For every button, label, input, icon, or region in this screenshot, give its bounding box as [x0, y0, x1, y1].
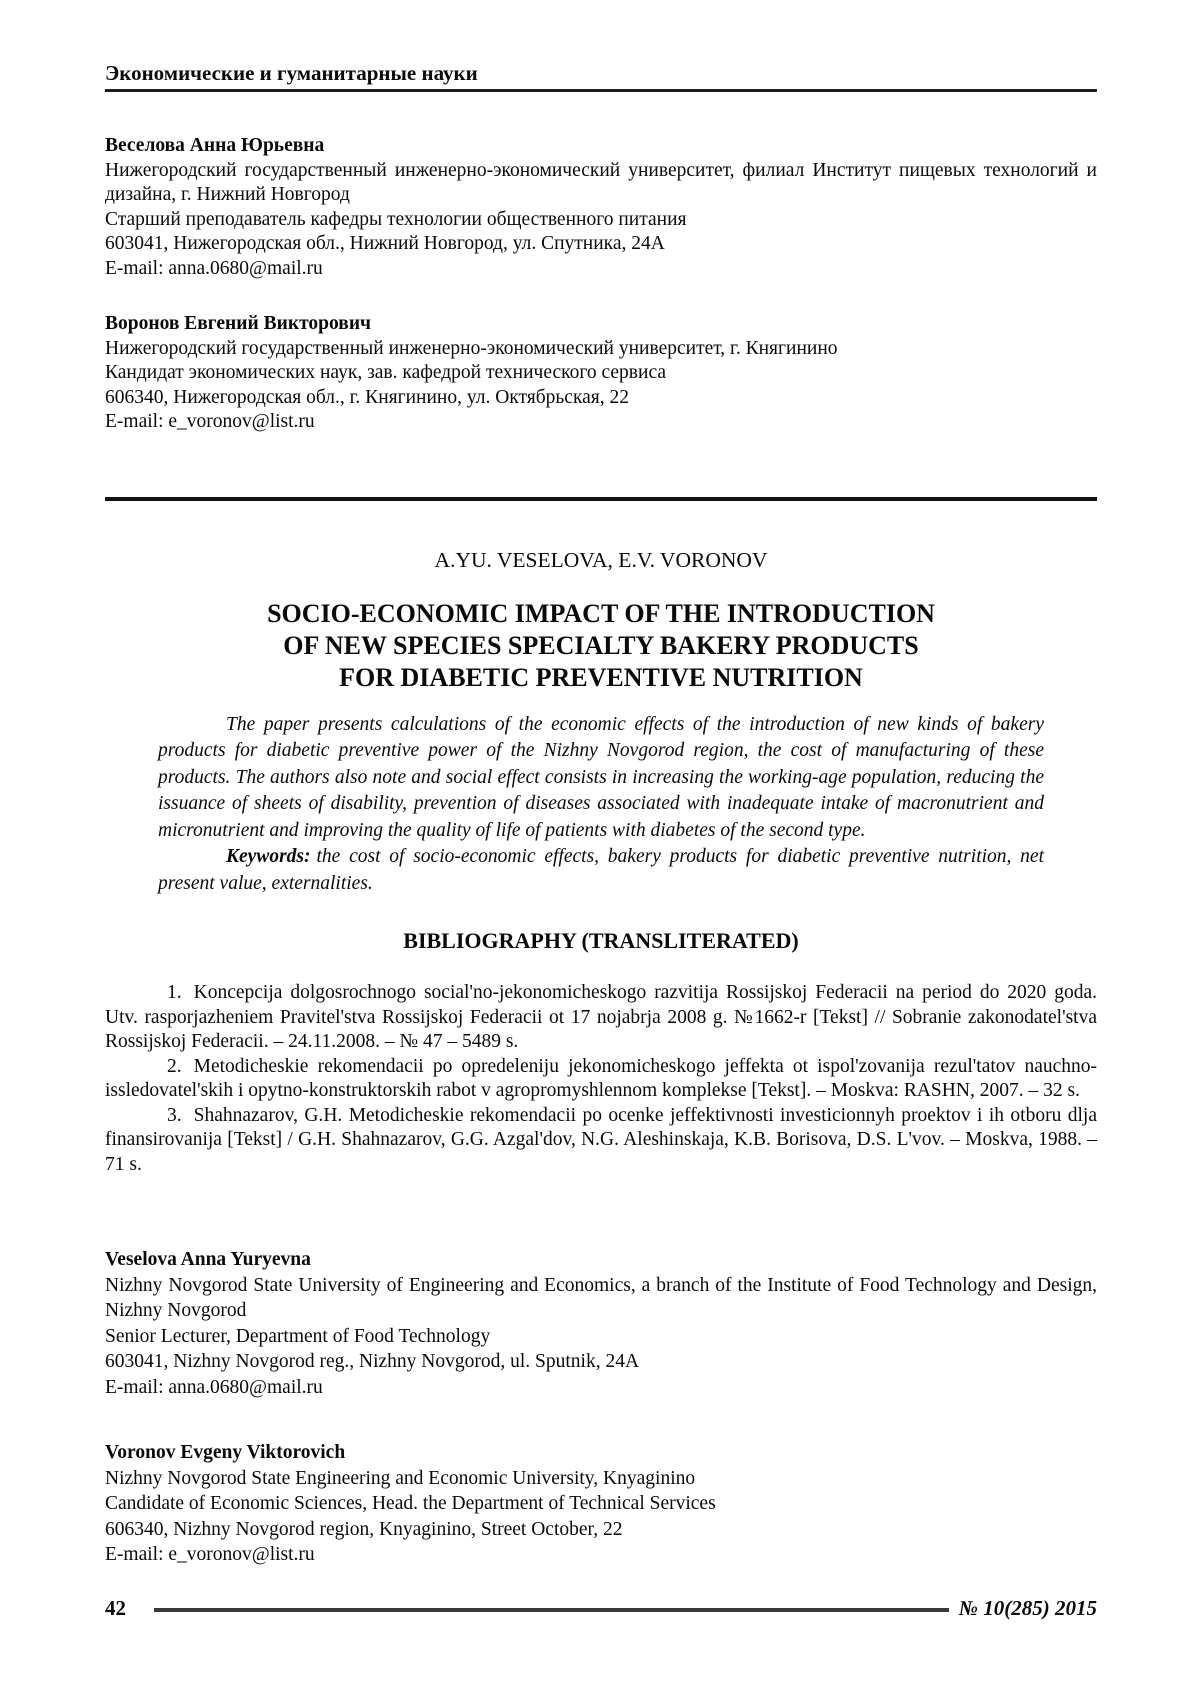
- bibliography-item-text: Koncepcija dolgosrochnogo social'no-jekonomicheskogo razvitija Rossijskoj Federacii na period do 2020 goda. Utv. rasporjazheniem Pravitel'stva Rossijskoj Federacii ot 17 nojabrja 2008 g. №1662-r [Tekst] // Sobranie zakonodatel'stva Rossijskoj Federacii. – 24.11.2008. – № 47 – 5489 s.: [105, 982, 1097, 1052]
- author-name-en: Veselova Anna Yuryevna: [105, 1249, 311, 1270]
- footer-rule: [154, 1608, 949, 1612]
- keywords-text: the cost of socio-economic effects, bakery products for diabetic preventive nutrition, net present value, externalities.: [158, 846, 1044, 894]
- author-affiliation-ru: Нижегородский государственный инженерно-экономический университет, филиал Институт пищевых технологий и дизайна, г. Нижний Новгород: [105, 159, 1097, 205]
- bibliography-list: [105, 981, 1097, 1177]
- keywords-label: Keywords:: [226, 846, 311, 867]
- page-footer: [105, 1596, 1097, 1621]
- bibliography-item-number: 1.: [167, 982, 182, 1003]
- author-name-en: Voronov Evgeny Viktorovich: [105, 1442, 346, 1463]
- article-title-line: FOR DIABETIC PREVENTIVE NUTRITION: [339, 662, 863, 692]
- bibliography-item-number: 2.: [167, 1055, 182, 1077]
- author-position-ru: Кандидат экономических наук, зав. кафедрой технического сервиса: [105, 362, 666, 383]
- journal-section-title: Экономические и гуманитарные науки: [105, 61, 478, 85]
- author-affiliation-en: Nizhny Novgorod State Engineering and Economic University, Knyaginino: [105, 1467, 696, 1489]
- author-affiliation-ru: Нижегородский государственный инженерно-экономический университет, г. Княгинино: [105, 337, 838, 359]
- author-email-ru: E-mail: anna.0680@mail.ru: [105, 257, 323, 279]
- author-address-ru: 606340, Нижегородская обл., г. Княгинино, ул. Октябрьская, 22: [105, 386, 630, 408]
- abstract-block: [158, 712, 1044, 898]
- author-address-ru: 603041, Нижегородская обл., Нижний Новгород, ул. Спутника, 24А: [105, 233, 665, 254]
- author-affiliation-en: Nizhny Novgorod State University of Engineering and Economics, a branch of the Institute of Food Technology and Design, Nizhny Novgorod: [105, 1274, 1097, 1321]
- bibliography-item: [105, 981, 1097, 1055]
- author-block-en-voronov: [105, 1440, 1097, 1568]
- author-block-ru-voronov: [105, 312, 1097, 435]
- bibliography-heading: BIBLIOGRAPHY (TRANSLITERATED): [403, 928, 799, 953]
- article-title-line: SOCIO-ECONOMIC IMPACT OF THE INTRODUCTION: [267, 598, 935, 628]
- author-position-en: Senior Lecturer, Department of Food Technology: [105, 1325, 491, 1347]
- author-email-en: E-mail: e_voronov@list.ru: [105, 1544, 315, 1565]
- bibliography-item-number: 3.: [167, 1104, 182, 1126]
- author-name-ru: Веселова Анна Юрьевна: [105, 135, 325, 156]
- author-email-ru: E-mail: e_voronov@list.ru: [105, 411, 315, 432]
- bibliography-item: [105, 1055, 1097, 1104]
- author-name-ru: Воронов Евгений Викторович: [105, 313, 372, 334]
- article-title-line: OF NEW SPECIES SPECIALTY BAKERY PRODUCTS: [283, 630, 919, 660]
- keywords-line: [158, 844, 1044, 897]
- article-title: [105, 598, 1097, 694]
- author-position-ru: Старший преподаватель кафедры технологии общественного питания: [105, 208, 687, 230]
- author-address-en: 606340, Nizhny Novgorod region, Knyaginino, Street October, 22: [105, 1518, 623, 1540]
- abstract-text: The paper presents calculations of the economic effects of the introduction of new kinds of bakery products for diabetic preventive power of the Nizhny Novgorod region, the cost of manufacturing of these products. The authors also note and social effect consists in increasing the working-age population, reducing the issuance of sheets of disability, prevention of diseases associated with inadequate intake of macronutrient and micronutrient and improving the quality of life of patients with diabetes of the second type.: [158, 713, 1044, 841]
- bibliography-item: [105, 1104, 1097, 1178]
- author-block-ru-veselova: [105, 134, 1097, 281]
- running-head: [105, 60, 1097, 92]
- article-authors-line: A.YU. VESELOVA, E.V. VORONOV: [434, 547, 768, 572]
- author-address-en: 603041, Nizhny Novgorod reg., Nizhny Novgorod, ul. Sputnik, 24A: [105, 1351, 640, 1372]
- page-number: 42: [105, 1596, 126, 1620]
- author-position-en: Candidate of Economic Sciences, Head. the Department of Technical Services: [105, 1493, 716, 1514]
- bibliography-item-text: Metodicheskie rekomendacii po opredeleniju jekonomicheskogo jeffekta ot ispol'zovanija rezul'tatov nauchno-issledovatel'skih i opytno-konstruktorskih rabot v agropromyshlennom komplekse [Tekst]. – Moskva: RASHN, 2007. – 32 s.: [105, 1055, 1097, 1101]
- author-email-en: E-mail: anna.0680@mail.ru: [105, 1376, 323, 1398]
- author-block-en-veselova: [105, 1247, 1097, 1400]
- section-divider-rule: [105, 497, 1097, 501]
- issue-label: № 10(285) 2015: [958, 1596, 1097, 1620]
- bibliography-item-text: Shahnazarov, G.H. Metodicheskie rekomendacii po ocenke jeffektivnosti investicionnyh proektov i ih otboru dlja finansirovanija [Tekst] / G.H. Shahnazarov, G.G. Azgal'dov, N.G. Aleshinskaja, K.B. Borisova, D.S. L'vov. – Moskva, 1988. – 71 s.: [105, 1104, 1097, 1175]
